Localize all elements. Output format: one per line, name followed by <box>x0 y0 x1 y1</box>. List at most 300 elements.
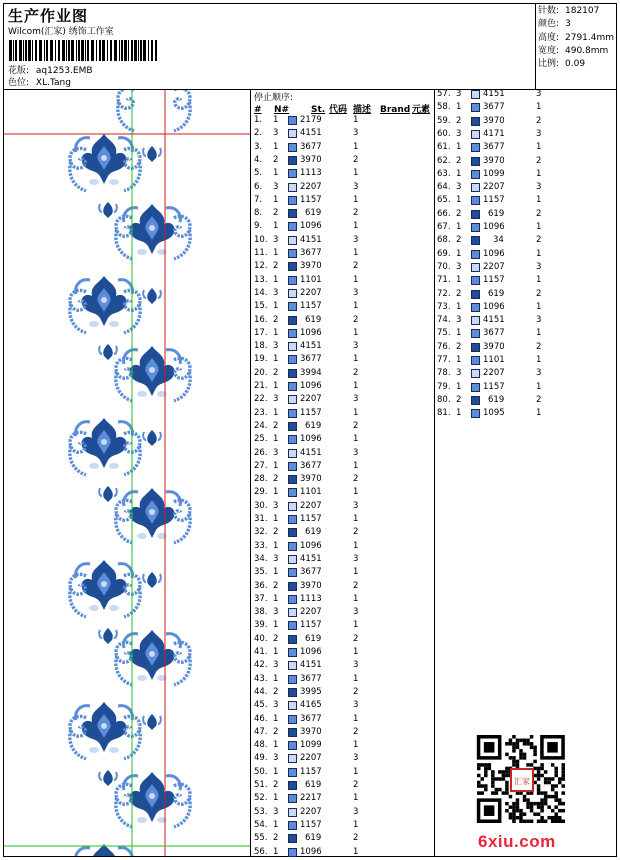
color-swatch <box>288 728 297 737</box>
scroll-ornament <box>174 642 190 685</box>
stop-st: 1 <box>353 713 359 724</box>
stop-index: 77. <box>437 355 451 365</box>
color-swatch <box>288 435 297 444</box>
color-swatch <box>288 515 297 524</box>
thread-code: 619 <box>488 394 505 405</box>
stop-st: 2 <box>353 314 359 325</box>
thread-code: 1157 <box>483 195 505 206</box>
thread-code: 1157 <box>300 620 322 631</box>
stop-st: 1 <box>353 514 359 524</box>
stop-needle: 3 <box>456 261 462 272</box>
stop-needle: 1 <box>273 793 279 804</box>
color-swatch <box>288 661 297 670</box>
stop-index: 51. <box>254 780 268 790</box>
color-swatch <box>288 582 297 591</box>
col-needle: N# <box>274 105 290 115</box>
stop-needle: 2 <box>273 208 279 219</box>
stop-st: 1 <box>353 354 359 365</box>
stop-needle: 1 <box>456 328 462 339</box>
thread-code: 1101 <box>483 355 505 365</box>
stop-index: 39. <box>254 620 268 631</box>
color-swatch <box>288 754 297 763</box>
color-swatch <box>471 276 480 285</box>
thread-code: 4151 <box>300 447 322 458</box>
stop-needle: 1 <box>273 274 279 285</box>
color-swatch <box>288 528 297 537</box>
stop-index: 3. <box>254 141 263 152</box>
color-swatch <box>471 383 480 392</box>
thread-code: 2207 <box>300 181 322 192</box>
thread-code: 4165 <box>300 700 322 711</box>
stop-index: 59. <box>437 115 451 126</box>
stop-needle: 1 <box>273 514 279 524</box>
barcode-image <box>9 40 157 61</box>
thread-code: 2207 <box>300 806 322 817</box>
thread-code: 3970 <box>483 115 505 126</box>
stop-index: 60. <box>437 128 451 139</box>
color-swatch <box>288 382 297 391</box>
color-swatch <box>471 356 480 365</box>
stop-needle: 1 <box>273 327 279 338</box>
stop-needle: 3 <box>273 128 279 139</box>
stop-st: 1 <box>353 846 359 857</box>
color-value: XL.Tang <box>35 78 71 88</box>
stop-needle: 3 <box>456 182 462 193</box>
stop-needle: 1 <box>456 142 462 153</box>
scroll-ornament <box>116 500 132 543</box>
stop-needle: 1 <box>273 540 279 551</box>
color-swatch <box>471 250 480 259</box>
thread-code: 34 <box>493 235 504 246</box>
thread-code: 1113 <box>300 593 322 604</box>
thread-code: 2179 <box>300 115 322 125</box>
stop-st: 1 <box>536 102 542 113</box>
stop-index: 2. <box>254 128 263 139</box>
thread-code: 3677 <box>300 354 322 365</box>
stop-needle: 2 <box>273 367 279 378</box>
stop-st: 1 <box>353 766 359 777</box>
thread-code: 1096 <box>300 221 322 232</box>
stop-st: 2 <box>353 686 359 697</box>
color-swatch <box>471 210 480 219</box>
color-swatch <box>288 741 297 750</box>
stat-stitches: 针数: 182107 <box>538 6 600 16</box>
color-swatch <box>471 263 480 272</box>
qr-seal-text: 汇家 <box>514 777 530 786</box>
color-swatch <box>288 675 297 684</box>
color-swatch <box>288 555 297 564</box>
damask-motif <box>76 418 133 469</box>
stop-needle: 2 <box>273 726 279 737</box>
color-swatch <box>288 701 297 710</box>
thread-code: 619 <box>305 314 322 325</box>
damask-motif <box>76 276 133 327</box>
small-motif <box>143 572 161 588</box>
stop-index: 14. <box>254 287 268 298</box>
thread-code: 1099 <box>483 168 505 179</box>
scroll-ornament <box>174 784 190 827</box>
stop-needle: 1 <box>273 407 279 418</box>
stop-st: 1 <box>353 221 359 232</box>
stop-needle: 3 <box>273 287 279 298</box>
color-swatch <box>288 316 297 325</box>
scroll-ornament <box>174 216 190 259</box>
thread-code: 4151 <box>300 553 322 564</box>
stop-needle: 1 <box>456 355 462 365</box>
stop-needle: 2 <box>273 420 279 431</box>
stop-st: 1 <box>353 194 359 205</box>
stop-st: 1 <box>353 434 359 445</box>
color-swatch <box>288 369 297 378</box>
thread-code: 1096 <box>300 434 322 445</box>
stop-index: 21. <box>254 381 268 391</box>
stop-index: 4. <box>254 154 263 165</box>
color-swatch <box>288 276 297 285</box>
stop-index: 50. <box>254 766 268 777</box>
stop-st: 2 <box>353 633 359 644</box>
small-motif <box>143 146 161 162</box>
stop-needle: 1 <box>456 222 462 232</box>
thread-code: 1113 <box>300 168 322 179</box>
thread-code: 619 <box>305 208 322 219</box>
stop-needle: 1 <box>273 819 279 830</box>
stop-needle: 1 <box>273 673 279 684</box>
stop-st: 1 <box>353 740 359 751</box>
color-swatch <box>471 117 480 126</box>
stop-needle: 2 <box>456 155 462 166</box>
stop-index: 68. <box>437 235 451 246</box>
stop-st: 2 <box>536 235 542 246</box>
stop-index: 6. <box>254 181 263 192</box>
stop-st: 2 <box>536 341 542 352</box>
color-swatch <box>288 422 297 431</box>
stop-needle: 3 <box>456 315 462 326</box>
stop-index: 15. <box>254 301 268 312</box>
stop-st: 1 <box>536 168 542 179</box>
stop-st: 3 <box>536 261 542 272</box>
stop-st: 1 <box>536 355 542 365</box>
small-motif <box>143 430 161 446</box>
color-swatch <box>471 396 480 405</box>
color-swatch <box>288 169 297 178</box>
stop-needle: 3 <box>273 234 279 245</box>
stop-index: 45. <box>254 700 268 711</box>
stop-st: 1 <box>536 275 542 286</box>
page-title: 生产作业图 <box>8 7 89 25</box>
stop-needle: 2 <box>456 341 462 352</box>
thread-code: 1096 <box>300 846 322 857</box>
motif-pattern <box>70 90 190 856</box>
color-swatch <box>288 542 297 551</box>
color-swatch <box>288 302 297 311</box>
scroll-ornament <box>174 500 190 543</box>
stop-index: 74. <box>437 315 451 326</box>
stop-st: 1 <box>536 381 542 392</box>
col-index: # <box>254 105 262 115</box>
embroidery-preview-canvas <box>4 90 250 856</box>
stop-st: 3 <box>536 128 542 139</box>
thread-code: 2207 <box>300 287 322 298</box>
col-stop: St. <box>311 105 326 115</box>
color-swatch <box>471 103 480 112</box>
stop-st: 3 <box>353 500 359 511</box>
thread-code: 3970 <box>300 154 322 165</box>
stop-index: 16. <box>254 314 268 325</box>
thread-code: 3677 <box>483 328 505 339</box>
thread-code: 3970 <box>300 726 322 737</box>
color-swatch <box>288 462 297 471</box>
stop-needle: 1 <box>456 168 462 179</box>
stop-index: 55. <box>254 833 268 844</box>
stop-index: 31. <box>254 514 268 524</box>
color-swatch <box>288 409 297 418</box>
color-swatch <box>288 342 297 351</box>
stop-index: 78. <box>437 368 451 379</box>
stop-st: 3 <box>353 234 359 245</box>
thread-code: 1101 <box>300 487 322 498</box>
thread-code: 1157 <box>300 514 322 524</box>
color-swatch <box>288 834 297 843</box>
color-swatch <box>288 156 297 165</box>
stop-st: 3 <box>353 447 359 458</box>
column-headers <box>254 102 432 115</box>
stop-index: 26. <box>254 447 268 458</box>
stat-width: 宽度: 490.8mm <box>538 45 609 56</box>
stop-st: 2 <box>353 726 359 737</box>
stop-index: 61. <box>437 142 451 153</box>
stop-st: 2 <box>353 833 359 844</box>
thread-code: 4151 <box>483 315 505 326</box>
stop-st: 1 <box>353 819 359 830</box>
stop-needle: 1 <box>273 434 279 445</box>
stop-index: 63. <box>437 168 451 179</box>
thread-code: 1157 <box>300 407 322 418</box>
stop-needle: 2 <box>273 580 279 591</box>
thread-code: 3970 <box>300 474 322 485</box>
stop-needle: 3 <box>456 89 462 99</box>
stop-index: 17. <box>254 327 268 338</box>
stop-order-label: 停止顺序: <box>254 93 294 103</box>
stop-needle: 1 <box>456 248 462 259</box>
scroll-ornament <box>116 358 132 401</box>
stop-st: 2 <box>536 155 542 166</box>
stop-needle: 2 <box>273 633 279 644</box>
color-swatch <box>288 222 297 231</box>
stop-needle: 1 <box>456 102 462 113</box>
stop-index: 64. <box>437 182 451 193</box>
stop-needle: 2 <box>456 288 462 299</box>
color-swatch <box>288 488 297 497</box>
studio-subtitle: Wilcom(汇家) 绣饰工作室 <box>8 27 114 37</box>
stop-index: 29. <box>254 487 268 498</box>
stop-st: 1 <box>353 248 359 258</box>
qr-code-image <box>474 735 569 823</box>
stop-st: 1 <box>536 195 542 206</box>
thread-code: 4151 <box>300 234 322 245</box>
stop-needle: 2 <box>456 235 462 246</box>
color-swatch <box>288 183 297 192</box>
stop-index: 22. <box>254 394 268 405</box>
color-swatch <box>288 262 297 271</box>
stat-scale: 比例: 0.09 <box>538 59 586 70</box>
color-swatch <box>471 90 480 99</box>
stop-index: 75. <box>437 328 451 339</box>
stop-st: 3 <box>536 368 542 379</box>
stop-st: 3 <box>353 553 359 564</box>
stop-needle: 1 <box>456 195 462 206</box>
stop-st: 3 <box>353 806 359 817</box>
color-swatch <box>471 369 480 378</box>
thread-code: 2207 <box>300 500 322 511</box>
thread-code: 1096 <box>300 647 322 657</box>
color-swatch <box>288 502 297 511</box>
stop-needle: 1 <box>456 408 462 419</box>
thread-code: 3970 <box>300 580 322 591</box>
stop-needle: 3 <box>273 447 279 458</box>
stop-needle: 3 <box>273 341 279 352</box>
stop-st: 1 <box>353 460 359 471</box>
color-swatch <box>288 794 297 803</box>
thread-code: 619 <box>305 420 322 431</box>
color-swatch <box>471 157 480 166</box>
stop-index: 8. <box>254 208 263 219</box>
thread-code: 3677 <box>300 567 322 578</box>
stop-needle: 3 <box>273 394 279 405</box>
scroll-ornament <box>174 358 190 401</box>
stop-index: 40. <box>254 633 268 644</box>
stop-needle: 1 <box>273 846 279 857</box>
stop-index: 19. <box>254 354 268 365</box>
stop-index: 33. <box>254 540 268 551</box>
stop-st: 3 <box>353 341 359 352</box>
stop-needle: 1 <box>456 381 462 392</box>
scroll-ornament <box>116 784 132 827</box>
damask-motif <box>76 702 133 753</box>
color-swatch <box>288 821 297 830</box>
color-swatch <box>288 808 297 817</box>
stop-st: 1 <box>353 381 359 391</box>
stop-list-header <box>254 90 432 115</box>
stop-needle: 2 <box>273 686 279 697</box>
color-swatch <box>288 395 297 404</box>
color-swatch <box>288 116 297 125</box>
stop-needle: 1 <box>273 141 279 152</box>
stop-st: 3 <box>353 287 359 298</box>
stop-st: 1 <box>353 647 359 657</box>
stop-index: 42. <box>254 660 268 671</box>
stop-index: 66. <box>437 208 451 219</box>
thread-code: 1157 <box>483 381 505 392</box>
header-divider-vertical <box>535 3 536 89</box>
stop-st: 1 <box>353 620 359 631</box>
color-swatch <box>288 621 297 630</box>
color-swatch <box>288 568 297 577</box>
stop-st: 2 <box>536 288 542 299</box>
small-motif <box>99 202 117 218</box>
stop-index: 80. <box>437 394 451 405</box>
stop-index: 47. <box>254 726 268 737</box>
color-swatch <box>288 236 297 245</box>
stop-needle: 1 <box>273 301 279 312</box>
scroll-ornament <box>116 642 132 685</box>
stop-index: 57. <box>437 89 451 99</box>
stop-index: 1. <box>254 115 263 125</box>
stop-st: 2 <box>353 154 359 165</box>
stop-needle: 1 <box>273 354 279 365</box>
thread-code: 619 <box>305 633 322 644</box>
stop-st: 1 <box>536 328 542 339</box>
thread-code: 4151 <box>300 128 322 139</box>
stop-needle: 1 <box>273 620 279 631</box>
stop-index: 20. <box>254 367 268 378</box>
thread-code: 2207 <box>300 607 322 618</box>
stop-st: 1 <box>353 793 359 804</box>
color-swatch <box>288 608 297 617</box>
stop-st: 1 <box>353 673 359 684</box>
stop-index: 24. <box>254 420 268 431</box>
stop-needle: 1 <box>273 194 279 205</box>
color-swatch <box>471 236 480 245</box>
small-motif <box>143 288 161 304</box>
stop-st: 1 <box>353 301 359 312</box>
stop-needle: 2 <box>273 833 279 844</box>
color-swatch <box>288 129 297 138</box>
header-block <box>3 3 535 89</box>
stop-st: 2 <box>353 474 359 485</box>
stop-index: 18. <box>254 341 268 352</box>
stop-index: 79. <box>437 381 451 392</box>
thread-code: 3970 <box>483 341 505 352</box>
stop-needle: 1 <box>273 115 279 125</box>
stop-index: 71. <box>437 275 451 286</box>
thread-code: 1157 <box>300 301 322 312</box>
stop-st: 1 <box>353 593 359 604</box>
thread-code: 619 <box>305 780 322 790</box>
stop-index: 49. <box>254 753 268 764</box>
color-line <box>8 75 71 88</box>
thread-code: 4151 <box>300 660 322 671</box>
stop-st: 1 <box>353 141 359 152</box>
small-motif <box>99 770 117 786</box>
stop-index: 65. <box>437 195 451 206</box>
color-swatch <box>471 170 480 179</box>
color-swatch <box>288 143 297 152</box>
thread-code: 1095 <box>483 408 505 419</box>
thread-code: 2207 <box>483 182 505 193</box>
stop-index: 53. <box>254 806 268 817</box>
thread-code: 4151 <box>300 341 322 352</box>
site-watermark: 6xiu.com <box>478 832 556 851</box>
thread-code: 1096 <box>300 381 322 391</box>
thread-code: 3995 <box>300 686 322 697</box>
stop-st: 3 <box>353 753 359 764</box>
stop-index: 70. <box>437 261 451 272</box>
stop-index: 37. <box>254 593 268 604</box>
stop-st: 3 <box>536 315 542 326</box>
stop-needle: 1 <box>273 381 279 391</box>
stop-st: 3 <box>353 700 359 711</box>
stop-st: 1 <box>353 540 359 551</box>
stop-st: 2 <box>536 394 542 405</box>
thread-code: 3677 <box>300 713 322 724</box>
stop-index: 54. <box>254 819 268 830</box>
stop-index: 62. <box>437 155 451 166</box>
stop-needle: 1 <box>273 567 279 578</box>
stop-st: 3 <box>353 394 359 405</box>
color-swatch <box>471 316 480 325</box>
stop-index: 10. <box>254 234 268 245</box>
thread-code: 3970 <box>483 155 505 166</box>
